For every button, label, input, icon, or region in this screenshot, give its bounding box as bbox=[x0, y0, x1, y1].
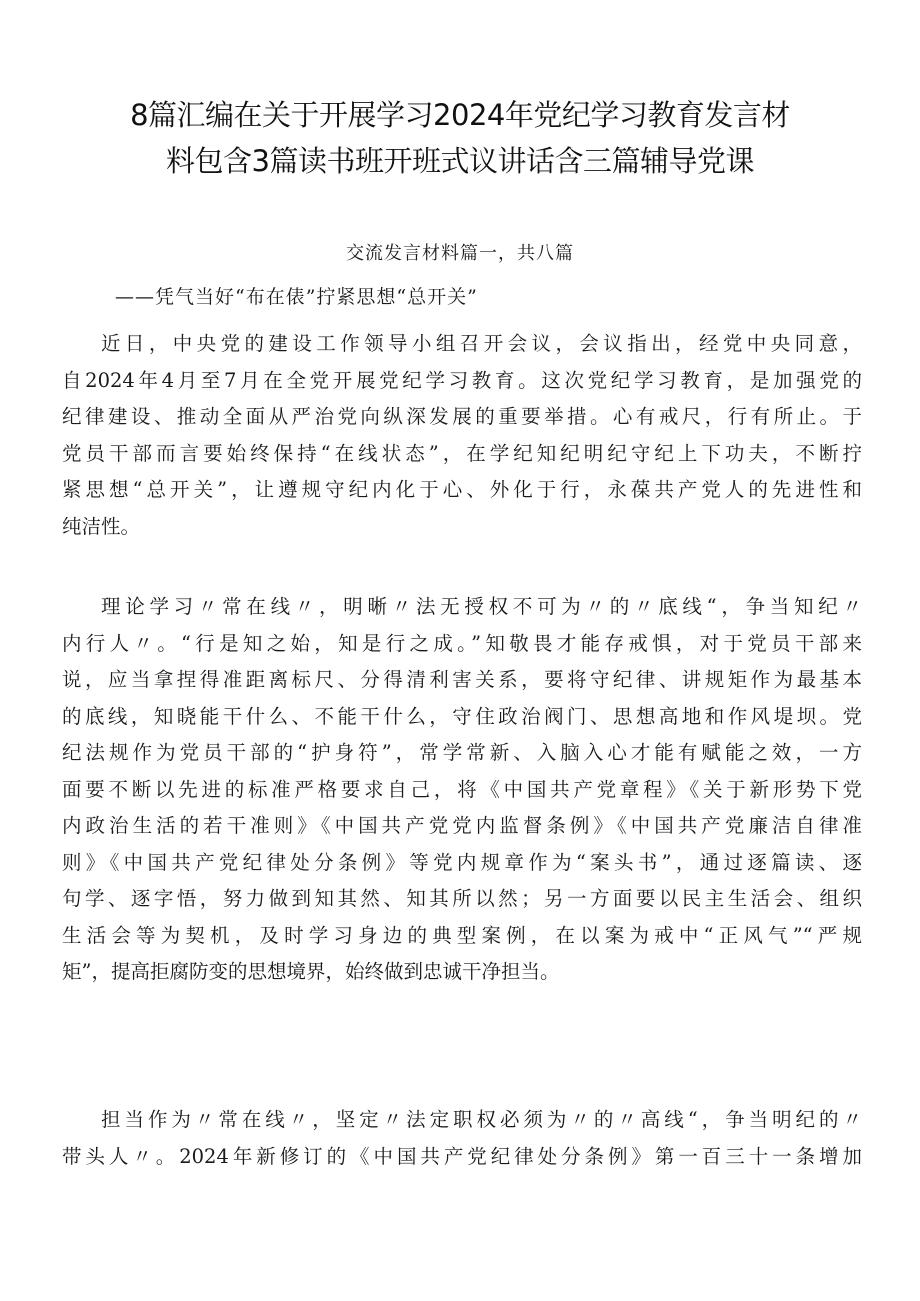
paragraph-line: 自2024年4月至7月在全党开展党纪学习教育。这次党纪学习教育，是加强党的 bbox=[62, 368, 862, 392]
paragraph-3 bbox=[62, 1102, 862, 1175]
paragraph-line: 矩”，提高拒腐防变的思想境界，始终做到忠诚干净担当。 bbox=[62, 960, 560, 983]
paragraph-line: 生活会等为契机，及时学习身边的典型案例，在以案为戒中“正风气”“严规 bbox=[62, 923, 862, 947]
section-theme-line: ——凭气当好“布在俵”拧紧思想“总开关” bbox=[115, 286, 478, 308]
paragraph-2 bbox=[62, 589, 862, 991]
paragraph-line: 纪法规作为党员干部的“护身符”，常学常新、入脑入心才能有赋能之效，一方 bbox=[62, 741, 862, 764]
title-line-1: 8篇汇编在关于开展学习2024年党纪学习教育发言材 bbox=[130, 98, 790, 132]
paragraph-line: 句学、逐字悟，努力做到知其然、知其所以然；另一方面要以民主生活会、组织 bbox=[62, 887, 862, 910]
paragraph-line: 近日，中央党的建设工作领导小组召开会议，会议指出，经党中央同意， bbox=[101, 332, 862, 355]
paragraph-1 bbox=[62, 326, 862, 545]
paragraph-line: 带头人〃。2024年新修订的《中国共产党纪律处分条例》第一百三十一条增加 bbox=[62, 1144, 862, 1168]
paragraph-line: 党员干部而言要始终保持“在线状态”，在学纪知纪明纪守纪上下功夫，不断拧 bbox=[62, 441, 862, 465]
document-title bbox=[0, 92, 920, 184]
paragraph-line: 说，应当拿捏得准距离标尺、分得清利害关系，要将守纪律、讲规矩作为最基本 bbox=[62, 668, 862, 691]
paragraph-line: 纪律建设、推动全面从严治党向纵深发展的重要举措。心有戒尺，行有所止。于 bbox=[62, 405, 862, 428]
paragraph-line: 的底线，知晓能干什么、不能干什么，守住政治阀门、思想高地和作风堤坝。党 bbox=[62, 704, 862, 728]
paragraph-line: 紧思想“总开关”，让遵规守纪内化于心、外化于行，永葆共产党人的先进性和 bbox=[62, 478, 862, 501]
paragraph-line: 内政治生活的若干准则》《中国共产党党内监督条例》《中国共产党廉洁自律准 bbox=[62, 814, 862, 837]
paragraph-line: 则》《中国共产党纪律处分条例》等党内规章作为“案头书”，通过逐篇读、逐 bbox=[62, 850, 862, 874]
section-subtitle: 交流发言材料篇一，共八篇 bbox=[346, 243, 574, 264]
paragraph-line: 内行人〃。“行是知之始，知是行之成。”知敬畏才能存戒惧，对于党员干部来 bbox=[62, 631, 862, 655]
paragraph-line: 面要不断以先进的标准严格要求自己，将《中国共产党章程》《关于新形势下党 bbox=[62, 777, 862, 801]
paragraph-line: 担当作为〃常在线〃，坚定〃法定职权必须为〃的〃高线“，争当明纪的〃 bbox=[101, 1108, 862, 1131]
paragraph-line: 理论学习〃常在线〃，明晰〃法无授权不可为〃的〃底线“，争当知纪〃 bbox=[101, 595, 862, 618]
paragraph-line: 纯洁性。 bbox=[62, 514, 141, 538]
title-line-2: 料包含3篇读书班开班式议讲话含三篇辅导党课 bbox=[166, 144, 754, 178]
